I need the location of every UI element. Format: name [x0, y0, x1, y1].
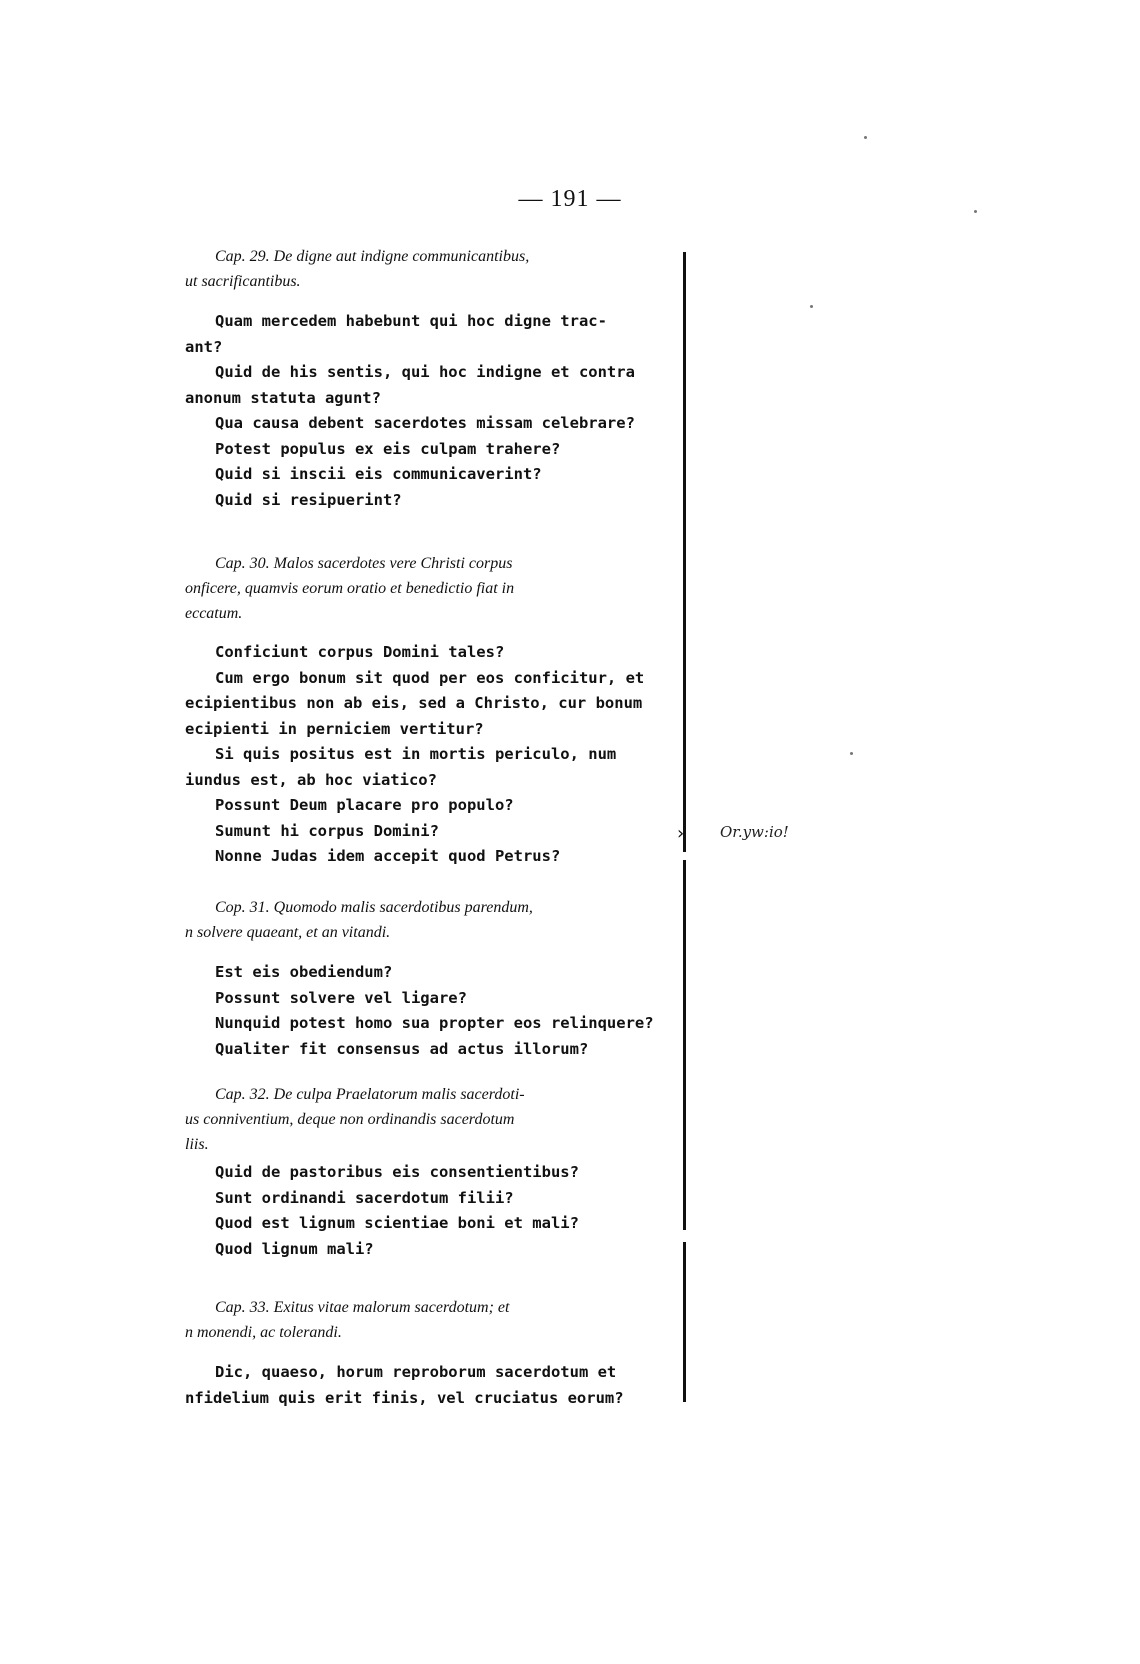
chapter-title-line: Cap. 30. Malos sacerdotes vere Christi corpus	[215, 555, 513, 572]
handwritten-margin-note: Or.yw:io!	[720, 823, 789, 841]
question-line: Quod lignum mali?	[215, 1239, 374, 1258]
chapter-title-line: liis.	[185, 1136, 209, 1153]
question-line: Quid de pastoribus eis consentientibus?	[215, 1163, 579, 1181]
question-line: Possunt solvere vel ligare?	[215, 988, 467, 1007]
chapter-title	[185, 895, 665, 945]
question-line: Quam mercedem habebunt qui hoc digne trac-	[215, 312, 607, 330]
chapter-title	[185, 551, 665, 626]
question-line: Qualiter fit consensus ad actus illorum?	[215, 1039, 589, 1058]
chapter-section-30	[185, 551, 665, 870]
chapter-title-line: us conniventium, deque non ordinandis sacerdotum	[185, 1111, 515, 1128]
question-line: Cum ergo bonum sit quod per eos conficitur, et	[215, 668, 645, 687]
chapter-title	[185, 244, 665, 294]
question-line: Est eis obediendum?	[215, 963, 393, 981]
question-list	[185, 960, 665, 1062]
question-line: ant?	[185, 337, 223, 356]
margin-rule	[683, 252, 686, 852]
margin-brace-mark: ›	[677, 823, 685, 844]
chapter-title-line: eccatum.	[185, 605, 243, 622]
question-line: Nunquid potest homo sua propter eos relinquere?	[215, 1014, 654, 1032]
question-line: Quid si resipuerint?	[215, 490, 402, 509]
chapter-section-32	[185, 1082, 665, 1262]
margin-rule	[683, 860, 686, 1230]
question-line: iundus est, ab hoc viatico?	[185, 770, 437, 789]
chapter-title-line: Cap. 29. De digne aut indigne communicantibus,	[215, 248, 530, 265]
margin-rule	[683, 1242, 686, 1402]
chapter-title-line: Cap. 33. Exitus vitae malorum sacerdotum; et	[215, 1299, 510, 1316]
chapter-title	[185, 1295, 665, 1345]
question-list	[185, 1360, 665, 1411]
chapter-title-line: onficere, quamvis eorum oratio et benedictio fiat in	[185, 580, 515, 597]
chapter-title-line: Cap. 32. De culpa Praelatorum malis sacerdoti-	[215, 1086, 525, 1103]
question-line: Quid si inscii eis communicaverint?	[215, 465, 542, 483]
chapter-title-line: Cop. 31. Quomodo malis sacerdotibus parendum,	[215, 899, 533, 916]
question-list	[185, 1160, 665, 1262]
question-line: Dic, quaeso, horum reproborum sacerdotum et	[215, 1363, 617, 1381]
scan-speck	[974, 210, 977, 213]
chapter-title	[185, 1082, 665, 1157]
scan-speck	[850, 752, 853, 755]
scan-speck	[810, 305, 813, 308]
chapter-section-33	[185, 1295, 665, 1411]
question-line: Quid de his sentis, qui hoc indigne et contra	[215, 363, 635, 381]
question-line: ecipientibus non ab eis, sed a Christo, cur bonum	[185, 694, 643, 712]
question-line: anonum statuta agunt?	[185, 388, 381, 407]
question-line: Quod est lignum scientiae boni et mali?	[215, 1214, 579, 1232]
question-line: ecipienti in perniciem vertitur?	[185, 719, 484, 738]
page-number: — 191 —	[518, 186, 622, 212]
question-line: Sumunt hi corpus Domini?	[215, 821, 439, 840]
question-line: Sunt ordinandi sacerdotum filii?	[215, 1188, 514, 1207]
question-line: nfidelium quis erit finis, vel cruciatus eorum?	[185, 1388, 624, 1407]
question-list	[185, 640, 665, 870]
chapter-title-line: ut sacrificantibus.	[185, 273, 301, 290]
question-line: Si quis positus est in mortis periculo, num	[215, 745, 617, 763]
question-list	[185, 309, 665, 513]
question-line: Nonne Judas idem accepit quod Petrus?	[215, 847, 561, 865]
chapter-section-31	[185, 895, 665, 1062]
scan-speck	[864, 136, 867, 139]
chapter-section-29	[185, 244, 665, 513]
question-line: Conficiunt corpus Domini tales?	[215, 643, 505, 661]
question-line: Qua causa debent sacerdotes missam celebrare?	[215, 414, 635, 432]
chapter-title-line: n solvere quaeant, et an vitandi.	[185, 924, 391, 941]
question-line: Possunt Deum placare pro populo?	[215, 796, 514, 814]
question-line: Potest populus ex eis culpam trahere?	[215, 439, 561, 458]
chapter-title-line: n monendi, ac tolerandi.	[185, 1324, 342, 1341]
